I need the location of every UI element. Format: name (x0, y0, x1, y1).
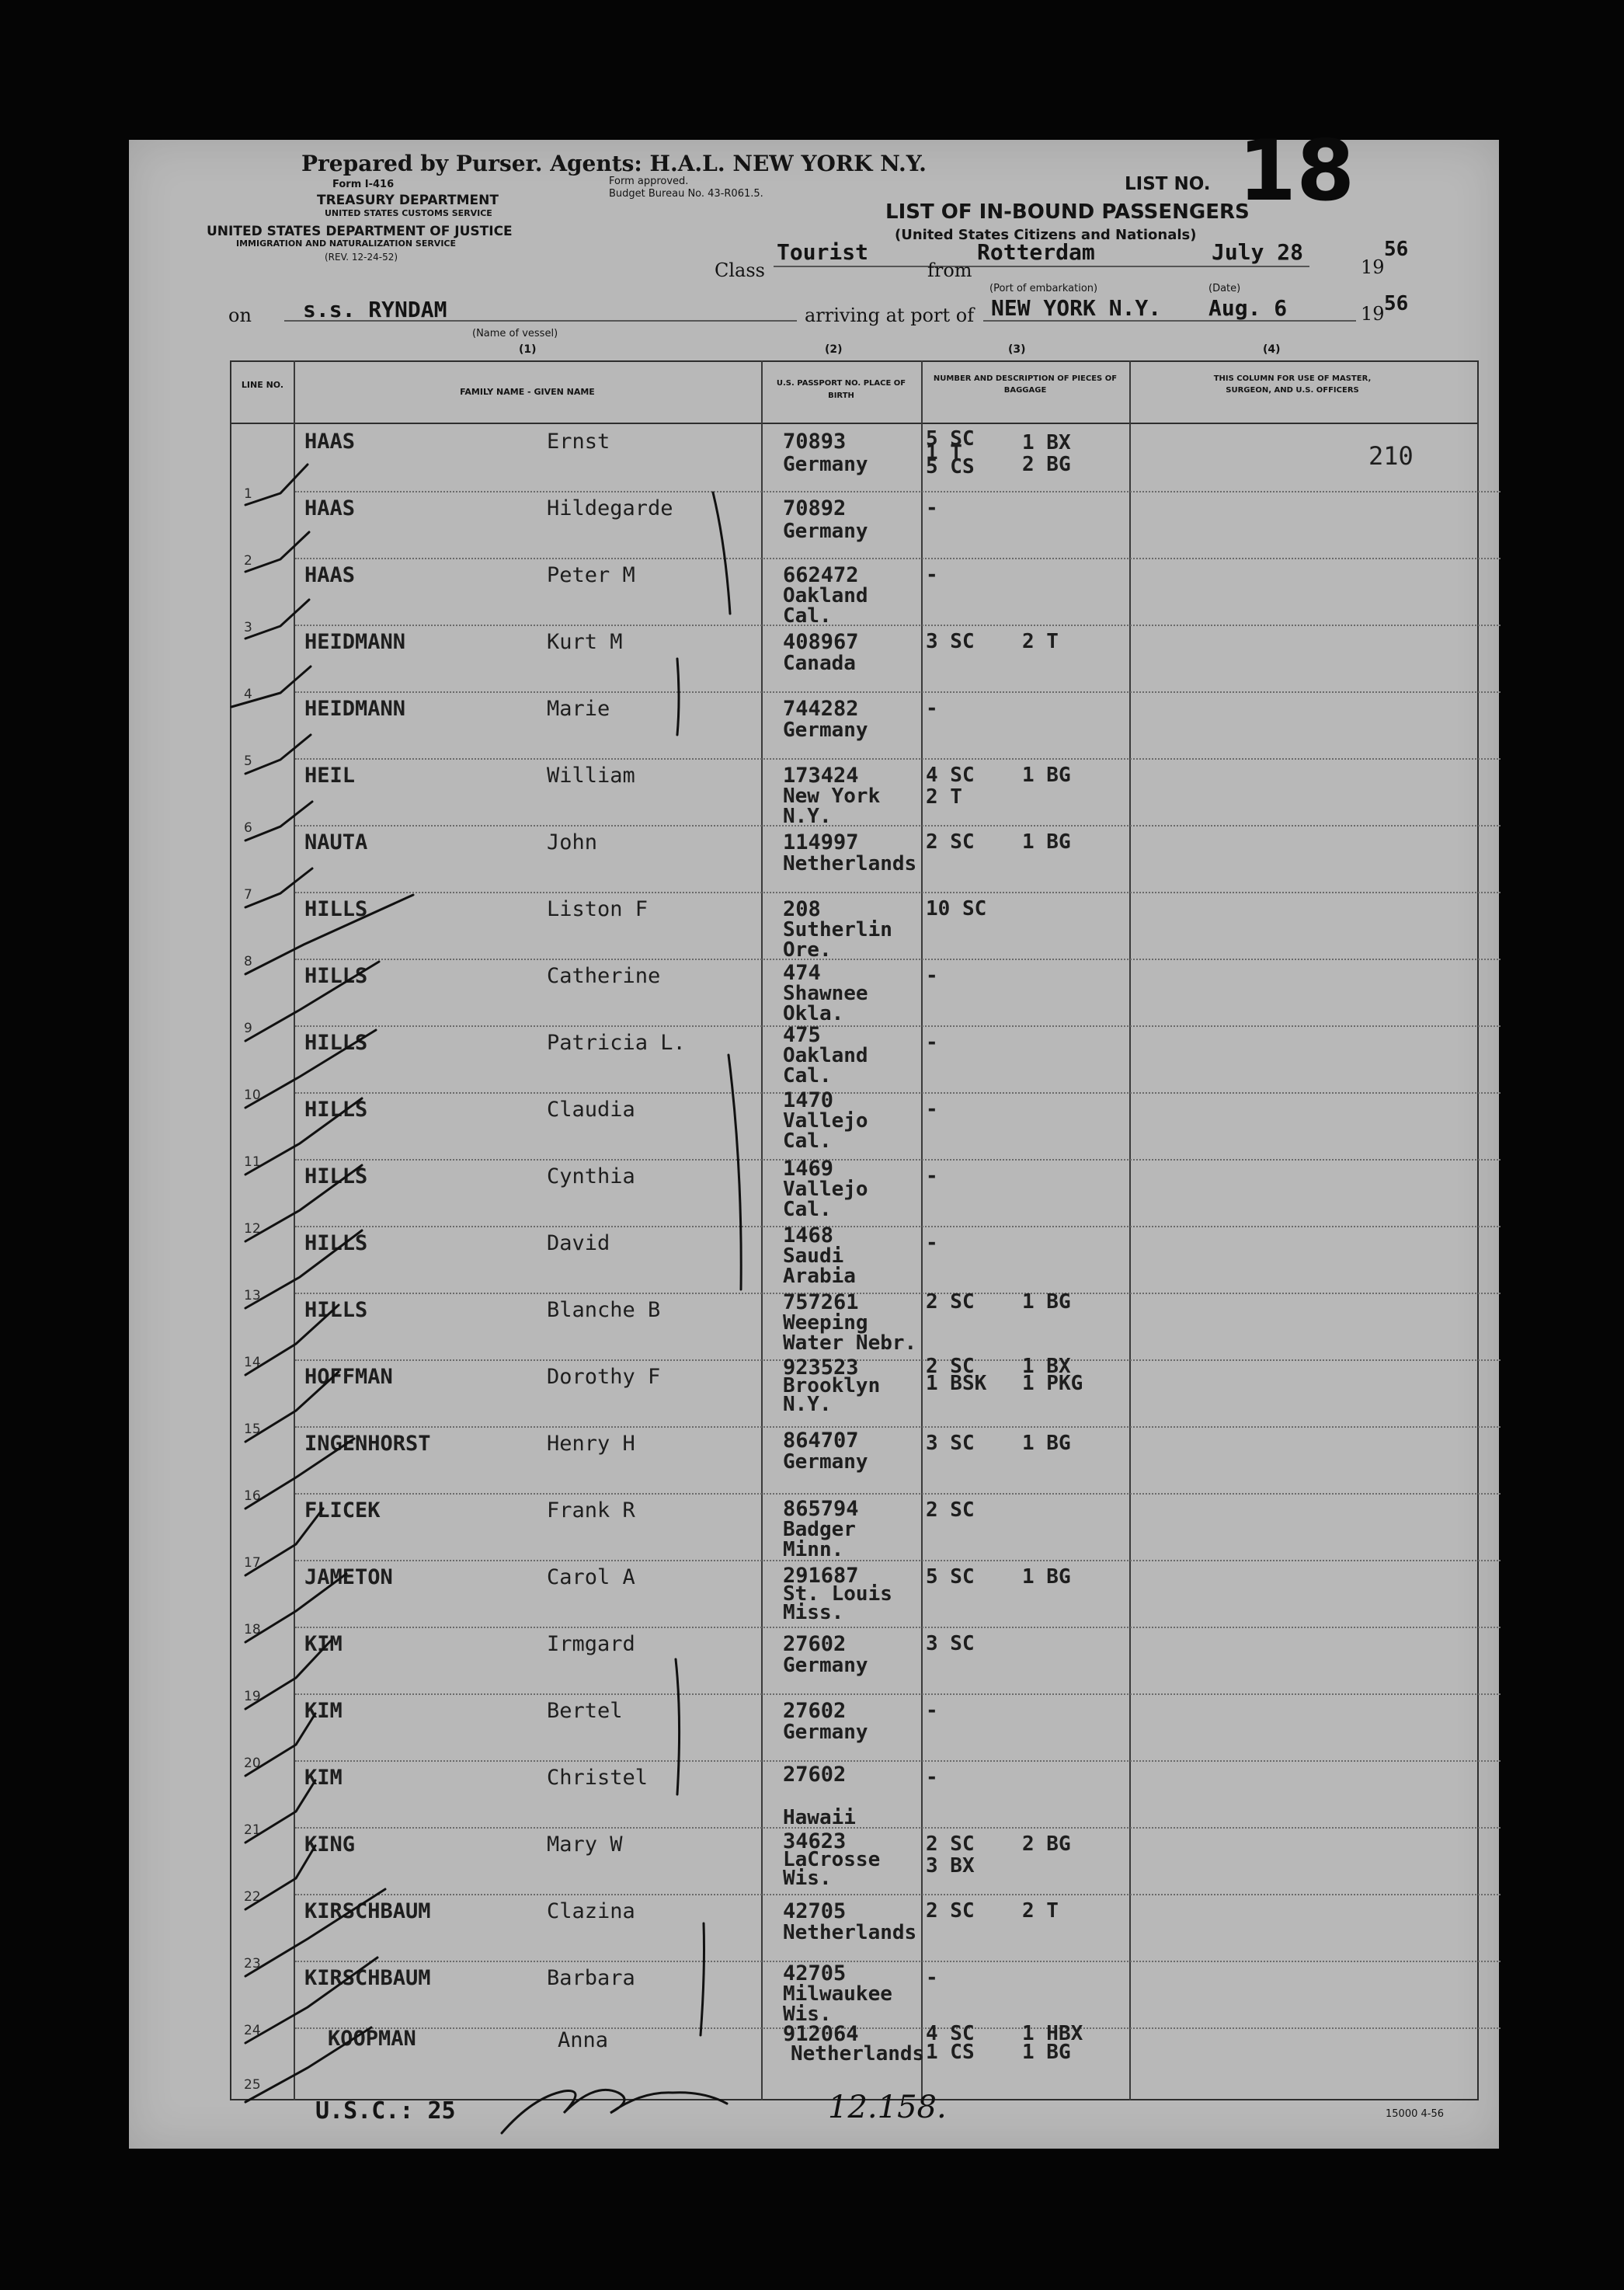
place-of-birth: Netherlands (783, 852, 917, 875)
baggage-secondary: 1 BG (1022, 764, 1071, 787)
line-number: 10 (244, 1088, 261, 1103)
passport-number: 865794 (783, 1497, 859, 1521)
form-number: Form I-416 (332, 179, 395, 190)
baggage-primary: - (926, 964, 938, 987)
family-name: HILLS (304, 897, 368, 921)
family-name: KIM (304, 1699, 343, 1723)
baggage-primary: 2 SC (926, 1899, 975, 1923)
ins-label: IMMIGRATION AND NATURALIZATION SERVICE (236, 238, 457, 249)
given-name: Ernst (547, 430, 610, 454)
given-name: Dorothy F (547, 1365, 661, 1389)
place-of-birth: Oakland Cal. (783, 1044, 868, 1088)
baggage-primary: - (926, 1766, 938, 1789)
officer-note: 210 (1368, 441, 1414, 471)
baggage-primary: - (926, 1699, 938, 1722)
baggage-primary: - (926, 496, 938, 520)
line-number: 7 (244, 887, 252, 903)
place-of-birth: Weeping Water Nebr. (783, 1311, 917, 1355)
column-number-4: (4) (1263, 343, 1281, 356)
place-of-birth: Sutherlin Ore. (783, 918, 892, 962)
baggage-secondary: 2 T (1022, 1899, 1059, 1923)
baggage-secondary: 1 BX 2 BG (1022, 431, 1071, 476)
passport-number: 27602 (783, 1699, 847, 1723)
column-number-2: (2) (825, 343, 843, 356)
passport-number: 42705 (783, 1899, 847, 1923)
given-name: Peter M (547, 563, 635, 587)
family-name: HEIL (304, 764, 356, 788)
place-of-birth: Netherlands (783, 1921, 917, 1944)
treasury-department: TREASURY DEPARTMENT (317, 193, 499, 208)
place-of-birth: Germany (783, 1450, 868, 1474)
family-name: HEIDMANN (304, 630, 406, 654)
baggage-primary: - (926, 563, 938, 586)
place-of-birth: Germany (783, 520, 868, 543)
family-name: HILLS (304, 1231, 368, 1255)
line-number: 6 (244, 820, 252, 836)
baggage-primary: 2 SC (926, 830, 975, 854)
given-name: William (547, 764, 635, 788)
baggage-primary: 2 SC 1 BSK (926, 1355, 987, 1395)
place-of-birth: Vallejo Cal. (783, 1109, 868, 1153)
line-number: 12 (244, 1221, 261, 1237)
passport-number: 474 (783, 961, 821, 985)
line-number: 19 (244, 1689, 261, 1704)
given-name: Catherine (547, 964, 661, 988)
baggage-primary: 2 SC (926, 1498, 975, 1522)
col-header-line-no: LINE NO. (241, 380, 284, 390)
baggage-secondary: 1 HBX 1 BG (1022, 2022, 1083, 2064)
given-name: Barbara (547, 1966, 635, 1990)
passport-number: 912064 (783, 2022, 859, 2046)
passport-number: 1470 (783, 1088, 834, 1112)
passport-number: 923523 (783, 1356, 859, 1380)
line-number: 23 (244, 1956, 261, 1972)
prepared-by-line: Prepared by Purser. Agents: H.A.L. NEW YORK N.Y. (301, 151, 927, 176)
place-of-birth: Saudi Arabia (783, 1244, 856, 1288)
baggage-secondary: 1 BG (1022, 1432, 1071, 1455)
given-name: Frank R (547, 1498, 635, 1523)
family-name: HAAS (304, 563, 356, 587)
passport-number: 70892 (783, 496, 847, 520)
line-number: 21 (244, 1822, 261, 1838)
baggage-primary: 3 SC (926, 1632, 975, 1655)
baggage-secondary: 1 BX 1 PKG (1022, 1355, 1083, 1395)
baggage-primary: 10 SC (926, 897, 987, 921)
given-name: Carol A (547, 1565, 635, 1589)
on-label: on (228, 305, 252, 326)
year-suffix-2: 56 (1384, 292, 1409, 315)
passport-number: 408967 (783, 630, 859, 654)
line-number: 4 (244, 687, 252, 702)
place-of-birth: Brooklyn N.Y. (783, 1374, 881, 1416)
family-name: INGENHORST (304, 1432, 431, 1456)
given-name: Christel (547, 1766, 649, 1790)
line-number: 5 (244, 753, 252, 769)
line-number: 8 (244, 954, 252, 969)
family-name: HAAS (304, 496, 356, 520)
place-of-birth: St. Louis Miss. (783, 1582, 892, 1624)
family-name: KING (304, 1832, 356, 1857)
family-name: KIM (304, 1766, 343, 1790)
line-number: 22 (244, 1889, 261, 1905)
baggage-primary: 3 SC (926, 630, 975, 653)
vessel-caption: (Name of vessel) (472, 328, 558, 339)
usc-count: U.S.C.: 25 (315, 2097, 456, 2125)
baggage-secondary: 1 BG (1022, 830, 1071, 854)
line-number: 9 (244, 1021, 252, 1036)
family-name: KOOPMAN (328, 2027, 416, 2051)
line-number: 15 (244, 1422, 261, 1437)
justice-department: UNITED STATES DEPARTMENT OF JUSTICE (207, 224, 513, 239)
baggage-primary: 3 SC (926, 1432, 975, 1455)
family-name: JAMETON (304, 1565, 393, 1589)
column-number-1: (1) (519, 343, 537, 356)
given-name: Claudia (547, 1098, 635, 1122)
passport-number: 208 (783, 897, 821, 921)
family-name: FLICEK (304, 1498, 381, 1523)
date-caption: (Date) (1208, 283, 1241, 294)
place-of-birth: Hawaii (783, 1806, 856, 1829)
place-of-birth: New York N.Y. (783, 785, 881, 828)
given-name: Kurt M (547, 630, 623, 654)
family-name: KIRSCHBAUM (304, 1899, 431, 1923)
passport-number: 864707 (783, 1429, 859, 1453)
year-suffix-1: 56 (1384, 238, 1409, 261)
place-of-birth: Shawnee Okla. (783, 982, 868, 1025)
family-name: HILLS (304, 964, 368, 988)
family-name: HAAS (304, 430, 356, 454)
place-of-birth: Netherlands (791, 2042, 925, 2066)
baggage-secondary: 1 BG (1022, 1565, 1071, 1589)
budget-bureau: Budget Bureau No. 43-R061.5. (609, 188, 763, 200)
line-number: 24 (244, 2023, 261, 2038)
passport-number: 475 (783, 1023, 821, 1047)
year-prefix-2: 19 (1361, 303, 1385, 325)
baggage-primary: 5 SC (926, 1565, 975, 1589)
class-label: Class (715, 259, 765, 281)
line-number: 18 (244, 1622, 261, 1637)
family-name: HILLS (304, 1164, 368, 1189)
line-number: 11 (244, 1154, 261, 1170)
passport-number: 173424 (783, 764, 859, 788)
arriving-label: arriving at port of (805, 305, 975, 326)
passport-number: 70893 (783, 430, 847, 454)
baggage-primary: 5 SC 1 T 5 CS (926, 427, 975, 479)
given-name: Hildegarde (547, 496, 673, 520)
given-name: Cynthia (547, 1164, 635, 1189)
passport-number: 27602 (783, 1763, 847, 1787)
baggage-secondary: 2 T (1022, 630, 1059, 653)
passport-number: 1468 (783, 1223, 834, 1248)
line-number: 17 (244, 1555, 261, 1571)
baggage-primary: 4 SC 2 T (926, 764, 975, 809)
given-name: Anna (558, 2028, 609, 2052)
given-name: David (547, 1231, 610, 1255)
list-no-label: LIST NO. (1125, 174, 1211, 194)
vessel-name: s.s. RYNDAM (303, 297, 447, 322)
place-of-birth: Milwaukee Wis. (783, 1982, 892, 2026)
list-title: LIST OF IN-BOUND PASSENGERS (885, 200, 1250, 224)
customs-service: UNITED STATES CUSTOMS SERVICE (325, 208, 492, 218)
line-number: 14 (244, 1355, 261, 1370)
class-value: Tourist (777, 239, 869, 265)
family-name: HILLS (304, 1098, 368, 1122)
baggage-primary: - (926, 1231, 938, 1255)
given-name: Bertel (547, 1699, 623, 1723)
line-number: 25 (244, 2077, 261, 2093)
family-name: HOFFMAN (304, 1365, 393, 1389)
line-number: 1 (244, 486, 252, 502)
list-no-value: 18 (1238, 123, 1355, 220)
col-header-baggage: NUMBER AND DESCRIPTION OF PIECES OF BAGGAGE (933, 374, 1118, 395)
passport-number: 291687 (783, 1564, 859, 1588)
line-number: 13 (244, 1288, 261, 1303)
place-of-birth: Germany (783, 719, 868, 742)
passport-number: 744282 (783, 697, 859, 721)
given-name: Blanche B (547, 1298, 661, 1322)
passport-number: 34623 (783, 1829, 847, 1853)
given-name: John (547, 830, 598, 854)
given-name: Clazina (547, 1899, 635, 1923)
passport-number: 662472 (783, 563, 859, 587)
baggage-secondary: 2 BG (1022, 1832, 1071, 1856)
from-label: from (927, 259, 972, 281)
family-name: HILLS (304, 1298, 368, 1322)
signature-scribble (129, 140, 1499, 2149)
form-approved: Form approved. (609, 176, 689, 187)
arrival-date: Aug. 6 (1208, 295, 1288, 321)
passport-number: 27602 (783, 1632, 847, 1656)
place-of-birth: Badger Minn. (783, 1518, 856, 1561)
baggage-secondary: 1 BG (1022, 1290, 1071, 1314)
place-of-birth: LaCrosse Wis. (783, 1848, 881, 1890)
given-name: Patricia L. (547, 1031, 686, 1055)
column-number-3: (3) (1008, 343, 1026, 356)
place-of-birth: Vallejo Cal. (783, 1178, 868, 1221)
family-name: NAUTA (304, 830, 368, 854)
line-number: 2 (244, 553, 252, 569)
family-name: KIM (304, 1632, 343, 1656)
col-header-officers: THIS COLUMN FOR USE OF MASTER, SURGEON, AND U.S. OFFICERS (1213, 374, 1372, 395)
passport-number: 114997 (783, 830, 859, 854)
departure-date: July 28 (1212, 239, 1304, 265)
passport-number: 757261 (783, 1290, 859, 1314)
passport-number: 1469 (783, 1157, 834, 1181)
baggage-primary: - (926, 697, 938, 720)
given-name: Mary W (547, 1832, 623, 1857)
line-number: 16 (244, 1488, 261, 1504)
year-prefix-1: 19 (1361, 256, 1385, 278)
family-name: KIRSCHBAUM (304, 1966, 431, 1990)
form-code: 15000 4-56 (1386, 2108, 1444, 2120)
line-number: 3 (244, 620, 252, 635)
baggage-primary: - (926, 1966, 938, 1989)
revision: (REV. 12-24-52) (325, 252, 398, 263)
col-header-passport: U.S. PASSPORT NO. PLACE OF BIRTH (776, 379, 906, 400)
line-number: 20 (244, 1756, 261, 1771)
place-of-birth: Germany (783, 1654, 868, 1677)
handwritten-count: 12.158. (828, 2090, 947, 2125)
given-name: Irmgard (547, 1632, 635, 1656)
baggage-primary: 2 SC 3 BX (926, 1832, 975, 1878)
baggage-primary: 2 SC (926, 1290, 975, 1314)
embarkation-port: Rotterdam (977, 239, 1095, 265)
given-name: Liston F (547, 897, 649, 921)
baggage-primary: 4 SC 1 CS (926, 2022, 975, 2064)
col-header-name: FAMILY NAME - GIVEN NAME (460, 387, 595, 397)
passport-number: 42705 (783, 1961, 847, 1985)
baggage-primary: - (926, 1098, 938, 1121)
place-of-birth: Germany (783, 453, 868, 476)
given-name: Marie (547, 697, 610, 721)
baggage-primary: - (926, 1164, 938, 1188)
given-name: Henry H (547, 1432, 635, 1456)
place-of-birth: Canada (783, 652, 856, 675)
family-name: HILLS (304, 1031, 368, 1055)
baggage-primary: - (926, 1031, 938, 1054)
place-of-birth: Oakland Cal. (783, 584, 868, 628)
arrival-port: NEW YORK N.Y. (991, 295, 1162, 321)
port-embarkation-caption: (Port of embarkation) (989, 283, 1098, 294)
family-name: HEIDMANN (304, 697, 406, 721)
manifest-page (129, 123, 1499, 2149)
list-subtitle: (United States Citizens and Nationals) (895, 227, 1197, 243)
place-of-birth: Germany (783, 1721, 868, 1744)
